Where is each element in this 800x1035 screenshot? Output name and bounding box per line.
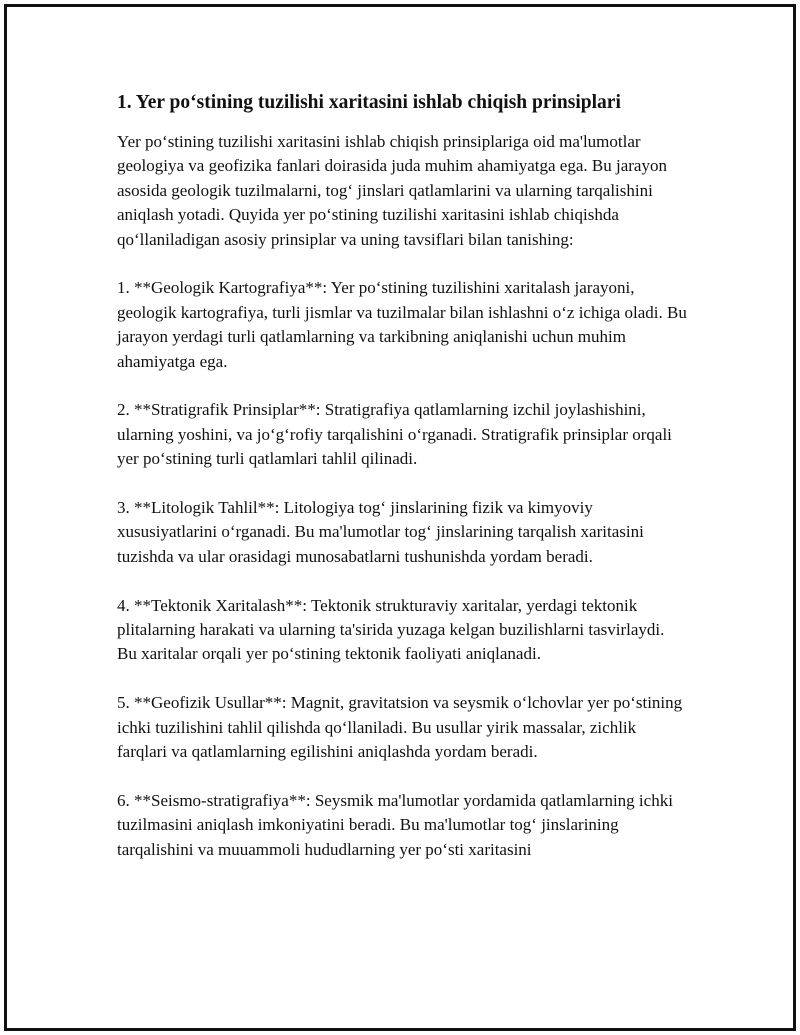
list-item: 1. **Geologik Kartografiya**: Yer po‘stining tuzilishini xaritalash jarayoni, geologik kartografiya, turli jismlar va tuzilmalar bilan ishlashni o‘z ichiga oladi. Bu jarayon yerdagi turli qatlamlarning va tarkibning aniqlanishi uchun muhim ahamiyatga ega. bbox=[117, 278, 687, 371]
list-item: 2. **Stratigrafik Prinsiplar**: Stratigrafiya qatlamlarning izchil joylashishini, ularning yoshini, va jo‘g‘rofiy tarqalishini o‘rganadi. Stratigrafik prinsiplar orqali yer po‘stining turli qatlamlari tahlil qilinadi. bbox=[117, 400, 672, 469]
list-item: 3. **Litologik Tahlil**: Litologiya tog‘ jinslarining fizik va kimyoviy xususiyatlarini o‘rganadi. Bu ma'lumotlar tog‘ jinslarining tarqalish xaritasini tuzishda va ular orasidagi munosabatlarni tushunishda yordam beradi. bbox=[117, 498, 644, 566]
list-item: 5. **Geofizik Usullar**: Magnit, gravitatsion va seysmik o‘lchovlar yer po‘stining ichki tuzilishini tahlil qilishda qo‘llaniladi. Bu usullar yirik massalar, zichlik farqlari va qatlamlarning egilishini aniqlashda yordam beradi. bbox=[117, 693, 683, 762]
intro-paragraph: Yer po‘stining tuzilishi xaritasini ishlab chiqish prinsiplariga oid ma'lumotlar geologiya va geofizika fanlari doirasida juda muhim ahamiyatga ega. Bu jarayon asosida geologik tuzilmalarni, tog‘ jinslari qatlamlarini va ularning tarqalishini aniqlash yotadi. Quyida yer po‘stining tuzilishi xaritasini ishlab chiqishda qo‘llaniladigan asosiy prinsiplar va uning tavsiflari bilan tanishing: bbox=[117, 132, 667, 249]
list-item: 4. **Tektonik Xaritalash**: Tektonik strukturaviy xaritalar, yerdagi tektonik plitalarning harakati va ularning ta'sirida yuzaga kelgan buzilishlarni tasvirlaydi. Bu xaritalar orqali yer po‘stining tektonik faoliyati aniqlanadi. bbox=[117, 595, 665, 664]
document-body bbox=[117, 90, 687, 886]
document-title: 1. Yer po‘stining tuzilishi xaritasini ishlab chiqish prinsiplari bbox=[117, 92, 621, 113]
list-item: 6. **Seismo-stratigrafiya**: Seysmik ma'lumotlar yordamida qatlamlarning ichki tuzilmasini aniqlash imkoniyatini beradi. Bu ma'lumotlar tog‘ jinslarining tarqalishini va muuammoli hududlarning yer po‘sti xaritasini bbox=[117, 790, 673, 859]
